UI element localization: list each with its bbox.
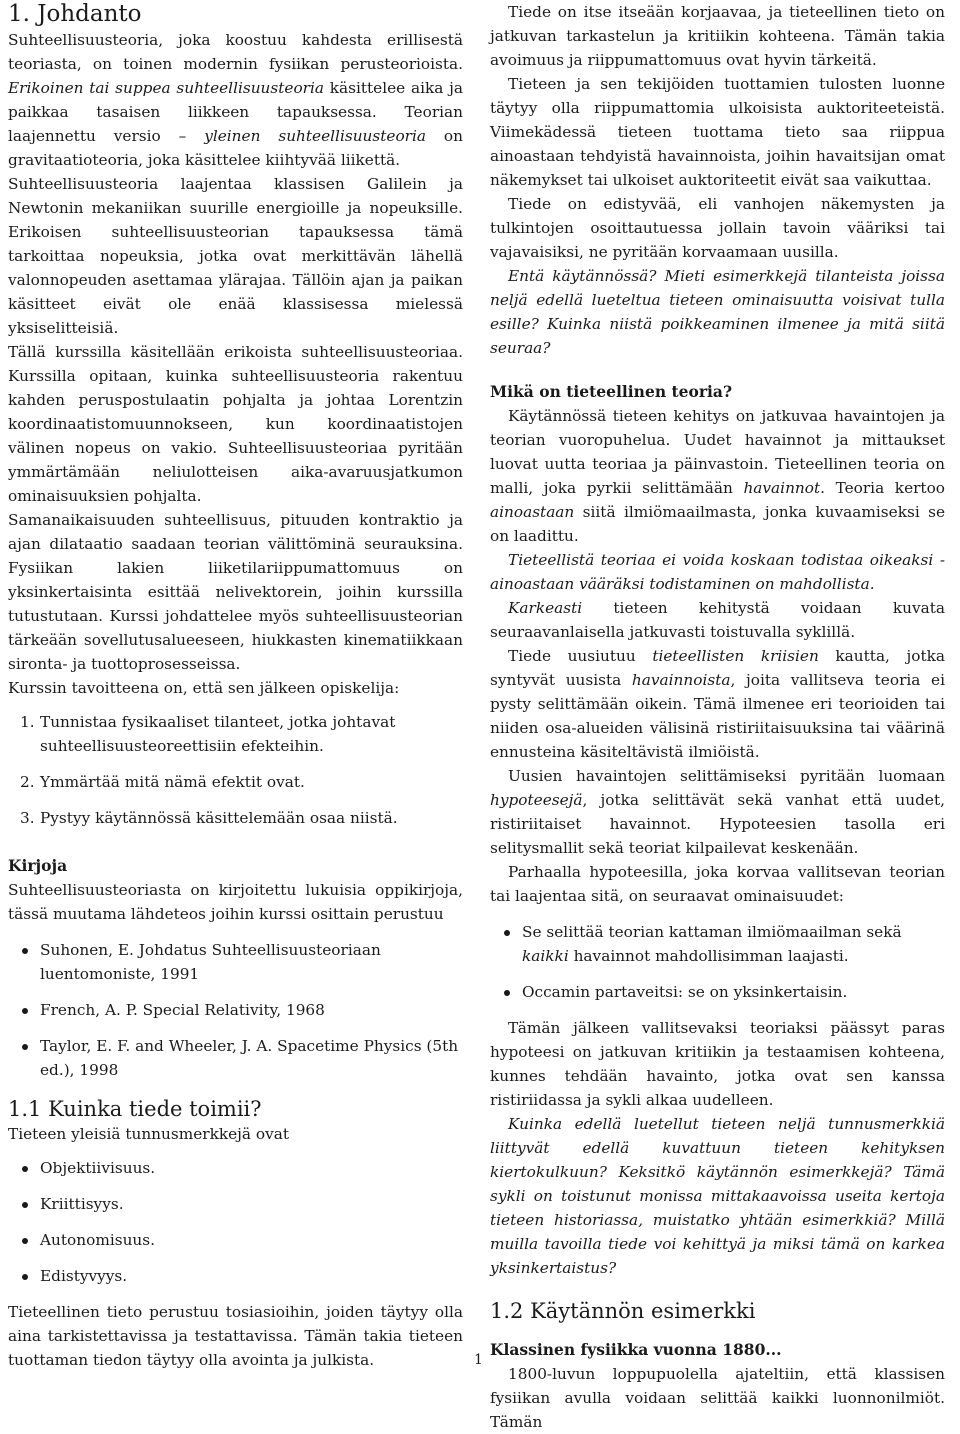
- item-text: Ymmärtää mitä nämä efektit ovat.: [40, 773, 305, 791]
- list-item: [8, 1264, 463, 1288]
- text: havainnot mahdollisimman laajasti.: [568, 947, 849, 965]
- emphasis: havainnoista: [631, 671, 731, 689]
- item-text: Objektiivisuus.: [40, 1159, 156, 1177]
- item-text: Taylor, E. F. and Wheeler, J. A. Spacetime Physics (5th ed.), 1998: [40, 1037, 459, 1079]
- list-item: [490, 920, 945, 968]
- emphasis: Erikoinen tai suppea suhteellisuusteoria: [8, 79, 324, 97]
- paragraph: Tieteen ja sen tekijöiden tuottamien tulosten luonne täytyy olla riippumattomia ulkoisista auktoriteeteistä. Viimekädessä tieteen tuottama tieto saa riippua ainoastaan tehdyistä havainnoista, joihin havaitsijan omat näkemykset tai ulkoiset auktoriteetit eivät saa vaikuttaa.: [490, 75, 945, 189]
- text: Käytännössä tieteen kehitys on jatkuvaa havaintojen ja teorian vuoropuhelua. Uudet havainnot ja mittaukset luovat uutta teoriaa ja päinvastoin. Tieteellinen teoria on malli, joka pyrkii selittämään: [490, 407, 945, 497]
- bullet-icon: [22, 1008, 28, 1014]
- section-heading: 1.1 Kuinka tiede toimii?: [8, 1097, 262, 1121]
- bullet-icon: [22, 948, 28, 954]
- text: käsittelee aika ja paikkaa tasaisen liikkeen tapauksessa. Teorian laajennettu versio –: [8, 79, 463, 145]
- paragraph: Tällä kurssilla käsitellään erikoista suhteellisuusteoriaa. Kurssilla opitaan, kuinka suhteellisuusteoria rakentuu kahden peruspostulaatin pohjalta ja johtaa Lorentzin koordinaatistomuunnokseen, kun koordinaatistojen välinen nopeus on vakio. Suhteellisuusteoriaa pyritään ymmärtämään neliulotteisen aika-avaruusjatkumon ominaisuuksien pohjalta.: [8, 343, 463, 505]
- intro-paragraph: [8, 28, 463, 172]
- paragraph: [490, 596, 945, 644]
- list-item: [8, 710, 463, 758]
- traits-list: [8, 1156, 463, 1288]
- emphasis: tieteellisten kriisien: [652, 647, 819, 665]
- list-item: [8, 806, 463, 830]
- list-item: [8, 998, 463, 1022]
- paragraph: Tiede on itse itseään korjaavaa, ja tieteellinen tieto on jatkuvan tarkastelun ja kritiikin kohteena. Tämän takia avoimuus ja riippumattomuus ovat hyvin tärkeitä.: [490, 3, 945, 69]
- item-text: Edistyvyys.: [40, 1267, 128, 1285]
- item-text: Kriittisyys.: [40, 1195, 124, 1213]
- paragraph: Parhaalla hypoteesilla, joka korvaa vallitsevan teorian tai laajentaa sitä, on seuraavat ominaisuudet:: [490, 863, 945, 905]
- emphasis: havainnot: [743, 479, 821, 497]
- paragraph: Kurssin tavoitteena on, että sen jälkeen opiskelija:: [8, 679, 400, 697]
- paragraph: Suhteellisuusteoriasta on kirjoitettu lukuisia oppikirjoja, tässä muutama lähdeteos joihin kurssi osittain perustuu: [8, 881, 463, 923]
- section-title: 1. Johdanto: [8, 1, 142, 27]
- paragraph: Tieteen yleisiä tunnusmerkkejä ovat: [8, 1125, 290, 1143]
- emphasis: Karkeasti: [508, 599, 583, 617]
- emphasis-paragraph: Tieteellistä teoriaa ei voida koskaan todistaa oikeaksi - ainoastaan vääräksi todistaminen on mahdollista.: [490, 551, 945, 593]
- item-number: 2.: [20, 773, 35, 791]
- question-paragraph: Kuinka edellä luetellut tieteen neljä tunnusmerkkiä liittyvät edellä kuvattuun tieteen kehityksen kiertokulkuun? Keksitkö käytännön esimerkkejä? Tämä sykli on toistunut monissa mittakaavoissa useita kertoja tieteen historiassa, muistatko yhtään esimerkkiä? Millä muilla tavoilla tiede voi kehittyä ja miksi tämä on karkea yksinkertaistus?: [490, 1115, 945, 1277]
- text: . Teoria kertoo: [820, 479, 945, 497]
- left-column: [8, 0, 463, 1372]
- emphasis: ainoastaan: [490, 503, 575, 521]
- paragraph: Tieteellinen tieto perustuu tosiasioihin, joiden täytyy olla aina tarkistettavissa ja testattavissa. Tämän takia tieteen tuottaman tiedon täytyy olla avointa ja julkista.: [8, 1303, 463, 1369]
- item-text: Tunnistaa fysikaaliset tilanteet, jotka johtavat suhteellisuusteoreettisiin efekteihin.: [40, 713, 396, 755]
- text: Se selittää teorian kattaman ilmiömaailman sekä: [522, 923, 902, 941]
- item-text: Occamin partaveitsi: se on yksinkertaisin.: [522, 983, 848, 1001]
- paragraph: Samanaikaisuuden suhteellisuus, pituuden kontraktio ja ajan dilataatio saadaan teorian välittöminä seurauksina. Fysiikan lakien liiketilariippumattomuus on yksinkertaisinta esittää nelivektorein, joihin kurssilla tutustutaan. Kurssi johdattelee myös suhteellisuusteorian tärkeään sovellutusalueeseen, hiukkasten kinematiikkaan sironta- ja tuottoprosesseissa.: [8, 511, 463, 673]
- item-text: Autonomisuus.: [40, 1231, 155, 1249]
- list-item: [8, 1228, 463, 1252]
- text: on gravitaatioteoria, joka käsittelee kiihtyvää liikettä.: [8, 127, 463, 169]
- list-item: [8, 1034, 463, 1082]
- list-item: [8, 1192, 463, 1216]
- paragraph: Tämän jälkeen vallitsevaksi teoriaksi päässyt paras hypoteesi on jatkuvan kritiikin ja testaamisen kohteena, kunnes tehdään havainto, jotka ovat sen kanssa ristiriidassa ja sykli alkaa uudelleen.: [490, 1019, 945, 1109]
- bullet-icon: [22, 1202, 28, 1208]
- question-paragraph: Entä käytännössä? Mieti esimerkkejä tilanteista joissa neljä edellä lueteltua tieteen ominaisuutta voisivat tulla esille? Kuinka niistä poikkeaminen ilmenee ja mitä siitä seuraa?: [490, 267, 945, 357]
- subsection-heading: Klassinen fysiikka vuonna 1880...: [490, 1340, 782, 1359]
- books-list: [8, 938, 463, 1082]
- text: tieteen kehitystä voidaan kuvata seuraavanlaisella jatkuvasti toistuvalla syklillä.: [490, 599, 945, 641]
- text: kautta, jotka syntyvät uusista: [490, 647, 945, 689]
- text: Tiede uusiutuu: [508, 647, 653, 665]
- item-number: 1.: [20, 713, 35, 731]
- paragraph: 1800-luvun loppupuolella ajateltiin, että klassisen fysiikan avulla voidaan selittää kaikki luonnonilmiöt. Tämän: [490, 1365, 945, 1431]
- bullet-icon: [22, 1044, 28, 1050]
- bullet-icon: [22, 1274, 28, 1280]
- text: siitä ilmiömaailmasta, jonka kuvaamiseksi se on laadittu.: [490, 503, 945, 545]
- list-item: [8, 1156, 463, 1180]
- paragraph: Tiede on edistyvää, eli vanhojen näkemysten ja tulkintojen osoittautuessa jollain tavoin vääriksi tai vajavaisiksi, ne pyritään korvaamaan uusilla.: [490, 195, 945, 261]
- paragraph: [490, 404, 945, 548]
- emphasis: kaikki: [522, 947, 569, 965]
- page-number: 1: [474, 1352, 483, 1368]
- text: , jotka selittävät sekä vanhat että uudet, ristiriitaiset havainnot. Hypoteesien tasolla eri selitysmallit sekä teoriat kilpailevat keskenään.: [490, 791, 945, 857]
- emphasis: hypoteesejä: [490, 791, 583, 809]
- properties-list: [490, 920, 945, 1004]
- paragraph: Suhteellisuusteoria laajentaa klassisen Galilein ja Newtonin mekaniikan suurille energioille ja nopeuksille. Erikoisen suhteellisuusteorian tapauksessa tämä tarkoittaa nopeuksia, jotka ovat merkittävän lähellä valonnopeuden asettamaa ylärajaa. Tällöin ajan ja paikan käsitteet eivät ole enää klassisessa mielessä yksiselitteisiä.: [8, 175, 463, 337]
- bullet-icon: [504, 930, 510, 936]
- bullet-icon: [22, 1166, 28, 1172]
- item-text: Suhonen, E. Johdatus Suhteellisuusteoriaan luentomoniste, 1991: [40, 941, 381, 983]
- item-number: 3.: [20, 809, 35, 827]
- item-text: Pystyy käytännössä käsittelemään osaa niistä.: [40, 809, 398, 827]
- text: , joita vallitseva teoria ei pysty selittämään oikein. Tämä ilmenee eri teorioiden tai niiden osa-alueiden välisinä ristiriitaisuuksina tai väärinä ennusteina käsiteltävistä ilmiöistä.: [490, 671, 945, 761]
- list-item: [8, 770, 463, 794]
- paragraph: [490, 764, 945, 860]
- subsection-heading: Mikä on tieteellinen teoria?: [490, 382, 733, 401]
- bullet-icon: [22, 1238, 28, 1244]
- subsection-heading: Kirjoja: [8, 856, 68, 875]
- section-heading: 1.2 Käytännön esimerkki: [490, 1299, 756, 1323]
- goals-list: [8, 710, 463, 830]
- bullet-icon: [504, 990, 510, 996]
- text: Uusien havaintojen selittämiseksi pyritään luomaan: [508, 767, 945, 785]
- list-item: [490, 980, 945, 1004]
- right-column: [490, 0, 945, 1434]
- paragraph: [490, 644, 945, 764]
- emphasis: yleinen suhteellisuusteoria: [204, 127, 426, 145]
- text: Suhteellisuusteoria, joka koostuu kahdesta erillisestä teoriasta, on toinen modernin fysiikan perusteorioista.: [8, 31, 463, 73]
- list-item: [8, 938, 463, 986]
- item-text: French, A. P. Special Relativity, 1968: [40, 1001, 325, 1019]
